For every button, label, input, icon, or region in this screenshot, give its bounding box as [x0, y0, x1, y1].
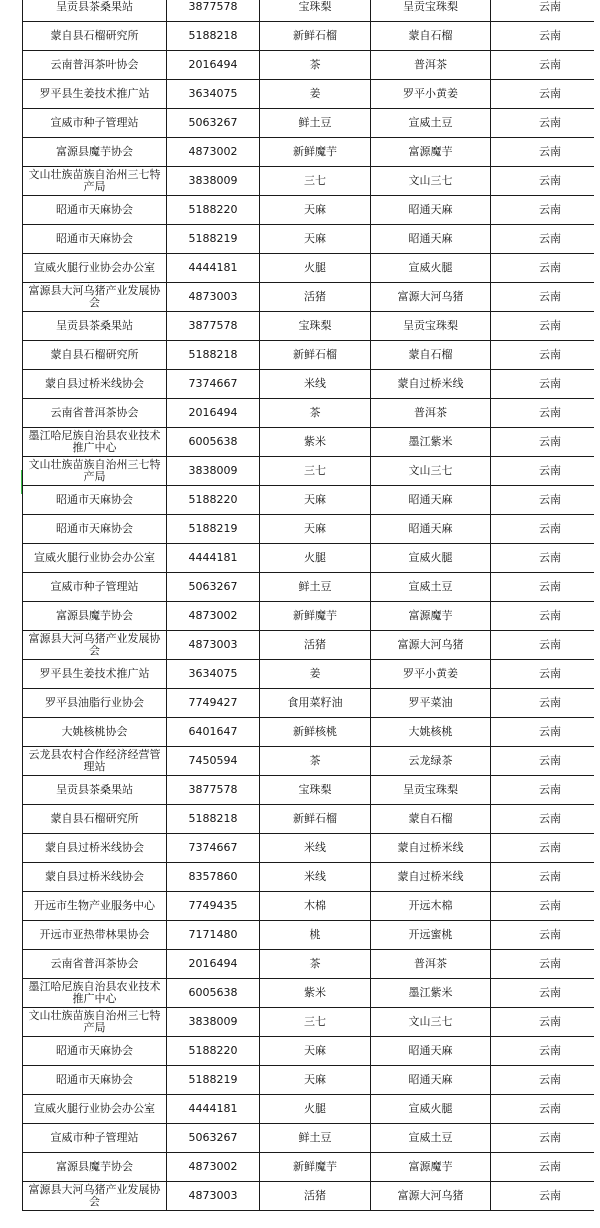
applicant-cell[interactable]: 宣威市种子管理站 — [23, 1124, 167, 1153]
table-row — [23, 544, 600, 573]
applicant-cell[interactable]: 宣威火腿行业协会办公室 — [23, 1095, 167, 1124]
registration-number-cell[interactable]: 4444181 — [167, 1095, 260, 1124]
registration-number-cell[interactable]: 7450594 — [167, 747, 260, 776]
province-cell[interactable]: 云南 — [491, 1095, 600, 1124]
applicant-cell[interactable]: 昭通市天麻协会 — [23, 1037, 167, 1066]
applicant-cell[interactable]: 蒙自县过桥米线协会 — [23, 370, 167, 399]
province-cell[interactable]: 云南 — [491, 834, 600, 863]
registration-number-cell[interactable]: 5063267 — [167, 1124, 260, 1153]
province-cell[interactable]: 云南 — [491, 109, 600, 138]
province-cell[interactable]: 云南 — [491, 312, 600, 341]
applicant-cell[interactable]: 大姚核桃协会 — [23, 718, 167, 747]
province-cell[interactable]: 云南 — [491, 51, 600, 80]
province-cell[interactable]: 云南 — [491, 254, 600, 283]
registration-number-cell[interactable]: 3838009 — [167, 457, 260, 486]
brand-name-cell[interactable]: 开远木棉 — [371, 892, 491, 921]
product-cell[interactable]: 鲜土豆 — [260, 573, 371, 602]
applicant-cell[interactable]: 墨江哈尼族自治县农业技术推广中心 — [23, 428, 167, 457]
registration-number-cell[interactable]: 5188219 — [167, 515, 260, 544]
table-row — [23, 602, 600, 631]
product-cell[interactable]: 宝珠梨 — [260, 312, 371, 341]
brand-name-cell[interactable]: 蒙自石榴 — [371, 341, 491, 370]
table-row — [23, 1095, 600, 1124]
brand-name-cell[interactable]: 文山三七 — [371, 457, 491, 486]
applicant-cell[interactable]: 云南普洱茶叶协会 — [23, 51, 167, 80]
province-cell[interactable]: 云南 — [491, 515, 600, 544]
product-cell[interactable]: 鲜土豆 — [260, 109, 371, 138]
applicant-cell[interactable]: 蒙自县过桥米线协会 — [23, 863, 167, 892]
brand-name-cell[interactable]: 普洱茶 — [371, 399, 491, 428]
province-cell[interactable]: 云南 — [491, 602, 600, 631]
applicant-cell[interactable]: 宣威市种子管理站 — [23, 109, 167, 138]
product-cell[interactable]: 天麻 — [260, 196, 371, 225]
applicant-cell[interactable]: 开远市亚热带林果协会 — [23, 921, 167, 950]
registration-number-cell[interactable]: 6005638 — [167, 979, 260, 1008]
registration-number-cell[interactable]: 4873003 — [167, 631, 260, 660]
product-cell[interactable]: 火腿 — [260, 254, 371, 283]
applicant-cell[interactable]: 文山壮族苗族自治州三七特产局 — [23, 457, 167, 486]
table-row — [23, 254, 600, 283]
brand-name-cell[interactable]: 蒙自石榴 — [371, 805, 491, 834]
applicant-cell[interactable]: 蒙自县石榴研究所 — [23, 341, 167, 370]
table-row — [23, 283, 600, 312]
province-cell[interactable]: 云南 — [491, 979, 600, 1008]
applicant-cell[interactable]: 富源县大河乌猪产业发展协会 — [23, 631, 167, 660]
table-row — [23, 950, 600, 979]
brand-name-cell[interactable]: 昭通天麻 — [371, 1066, 491, 1095]
applicant-cell[interactable]: 昭通市天麻协会 — [23, 515, 167, 544]
brand-name-cell[interactable]: 富源大河乌猪 — [371, 631, 491, 660]
registration-number-cell[interactable]: 5063267 — [167, 109, 260, 138]
product-cell[interactable]: 天麻 — [260, 1037, 371, 1066]
registration-number-cell[interactable]: 2016494 — [167, 51, 260, 80]
table-row — [23, 747, 600, 776]
brand-name-cell[interactable]: 蒙自过桥米线 — [371, 370, 491, 399]
applicant-cell[interactable]: 宣威市种子管理站 — [23, 573, 167, 602]
applicant-cell[interactable]: 昭通市天麻协会 — [23, 196, 167, 225]
table-row — [23, 167, 600, 196]
province-cell[interactable]: 云南 — [491, 573, 600, 602]
applicant-cell[interactable]: 昭通市天麻协会 — [23, 1066, 167, 1095]
applicant-cell[interactable]: 云南省普洱茶协会 — [23, 399, 167, 428]
registration-number-cell[interactable]: 3877578 — [167, 776, 260, 805]
applicant-cell[interactable]: 蒙自县石榴研究所 — [23, 805, 167, 834]
table-row — [23, 370, 600, 399]
province-cell[interactable]: 云南 — [491, 776, 600, 805]
province-cell[interactable]: 云南 — [491, 225, 600, 254]
product-cell[interactable]: 新鲜魔芋 — [260, 1153, 371, 1182]
applicant-cell[interactable]: 昭通市天麻协会 — [23, 486, 167, 515]
table-row — [23, 631, 600, 660]
registration-number-cell[interactable]: 5188218 — [167, 805, 260, 834]
province-cell[interactable]: 云南 — [491, 370, 600, 399]
product-cell[interactable]: 三七 — [260, 167, 371, 196]
brand-name-cell[interactable]: 宣威土豆 — [371, 109, 491, 138]
province-cell[interactable]: 云南 — [491, 486, 600, 515]
brand-name-cell[interactable]: 大姚核桃 — [371, 718, 491, 747]
province-cell[interactable]: 云南 — [491, 399, 600, 428]
brand-name-cell[interactable]: 昭通天麻 — [371, 196, 491, 225]
product-cell[interactable]: 茶 — [260, 399, 371, 428]
product-cell[interactable]: 茶 — [260, 747, 371, 776]
table-body — [23, 0, 600, 1211]
product-cell[interactable]: 米线 — [260, 863, 371, 892]
registration-number-cell[interactable]: 5188219 — [167, 225, 260, 254]
product-cell[interactable]: 紫米 — [260, 979, 371, 1008]
province-cell[interactable]: 云南 — [491, 457, 600, 486]
applicant-cell[interactable]: 富源县魔芋协会 — [23, 602, 167, 631]
registration-number-cell[interactable]: 3877578 — [167, 312, 260, 341]
brand-name-cell[interactable]: 普洱茶 — [371, 950, 491, 979]
applicant-cell[interactable]: 呈贡县茶桑果站 — [23, 312, 167, 341]
province-cell[interactable]: 云南 — [491, 747, 600, 776]
table-row — [23, 196, 600, 225]
province-cell[interactable]: 云南 — [491, 718, 600, 747]
province-cell[interactable]: 云南 — [491, 196, 600, 225]
registration-number-cell[interactable]: 7374667 — [167, 370, 260, 399]
table-row — [23, 486, 600, 515]
registration-number-cell[interactable]: 5188218 — [167, 341, 260, 370]
province-cell[interactable]: 云南 — [491, 138, 600, 167]
province-cell[interactable]: 云南 — [491, 892, 600, 921]
registration-number-cell[interactable]: 3634075 — [167, 660, 260, 689]
registration-number-cell[interactable]: 3634075 — [167, 80, 260, 109]
table-row — [23, 457, 600, 486]
brand-name-cell[interactable]: 宣威火腿 — [371, 544, 491, 573]
product-cell[interactable]: 火腿 — [260, 544, 371, 573]
registration-number-cell[interactable]: 4873002 — [167, 1153, 260, 1182]
applicant-cell[interactable]: 云南省普洱茶协会 — [23, 950, 167, 979]
province-cell[interactable]: 云南 — [491, 1008, 600, 1037]
brand-name-cell[interactable]: 墨江紫米 — [371, 979, 491, 1008]
table-row — [23, 225, 600, 254]
brand-name-cell[interactable]: 富源大河乌猪 — [371, 1182, 491, 1211]
applicant-cell[interactable]: 罗平县油脂行业协会 — [23, 689, 167, 718]
brand-name-cell[interactable]: 普洱茶 — [371, 51, 491, 80]
province-cell[interactable]: 云南 — [491, 660, 600, 689]
product-cell[interactable]: 紫米 — [260, 428, 371, 457]
province-cell[interactable]: 云南 — [491, 1124, 600, 1153]
applicant-cell[interactable]: 罗平县生姜技术推广站 — [23, 80, 167, 109]
table-row — [23, 892, 600, 921]
product-cell[interactable]: 新鲜核桃 — [260, 718, 371, 747]
province-cell[interactable]: 云南 — [491, 167, 600, 196]
registration-number-cell[interactable]: 7749435 — [167, 892, 260, 921]
product-cell[interactable]: 活猪 — [260, 1182, 371, 1211]
table-row — [23, 51, 600, 80]
brand-name-cell[interactable]: 宣威土豆 — [371, 1124, 491, 1153]
table-row — [23, 979, 600, 1008]
applicant-cell[interactable]: 文山壮族苗族自治州三七特产局 — [23, 167, 167, 196]
table-row — [23, 1008, 600, 1037]
province-cell[interactable]: 云南 — [491, 80, 600, 109]
registration-number-cell[interactable]: 6005638 — [167, 428, 260, 457]
table-row — [23, 1153, 600, 1182]
product-cell[interactable]: 木棉 — [260, 892, 371, 921]
registration-number-cell[interactable]: 6401647 — [167, 718, 260, 747]
product-cell[interactable]: 天麻 — [260, 486, 371, 515]
province-cell[interactable]: 云南 — [491, 1182, 600, 1211]
product-cell[interactable]: 天麻 — [260, 225, 371, 254]
product-cell[interactable]: 桃 — [260, 921, 371, 950]
registration-number-cell[interactable]: 3877578 — [167, 0, 260, 22]
province-cell[interactable]: 云南 — [491, 22, 600, 51]
table-row — [23, 80, 600, 109]
province-cell[interactable]: 云南 — [491, 283, 600, 312]
table-row — [23, 689, 600, 718]
brand-name-cell[interactable]: 墨江紫米 — [371, 428, 491, 457]
brand-name-cell[interactable]: 罗平菜油 — [371, 689, 491, 718]
province-cell[interactable]: 云南 — [491, 950, 600, 979]
brand-name-cell[interactable]: 宣威土豆 — [371, 573, 491, 602]
registration-number-cell[interactable]: 5188220 — [167, 196, 260, 225]
product-cell[interactable]: 天麻 — [260, 515, 371, 544]
product-cell[interactable]: 食用菜籽油 — [260, 689, 371, 718]
applicant-cell[interactable]: 云龙县农村合作经济经营管理站 — [23, 747, 167, 776]
brand-name-cell[interactable]: 富源魔芋 — [371, 1153, 491, 1182]
table-row — [23, 718, 600, 747]
applicant-cell[interactable]: 开远市生物产业服务中心 — [23, 892, 167, 921]
registration-number-cell[interactable]: 2016494 — [167, 950, 260, 979]
table-row — [23, 341, 600, 370]
table-row — [23, 863, 600, 892]
product-cell[interactable]: 新鲜石榴 — [260, 805, 371, 834]
product-cell[interactable]: 新鲜石榴 — [260, 341, 371, 370]
registration-number-cell[interactable]: 4873002 — [167, 138, 260, 167]
product-cell[interactable]: 活猪 — [260, 283, 371, 312]
table-row — [23, 515, 600, 544]
product-cell[interactable]: 三七 — [260, 1008, 371, 1037]
applicant-cell[interactable]: 呈贡县茶桑果站 — [23, 776, 167, 805]
table-row — [23, 399, 600, 428]
applicant-cell[interactable]: 文山壮族苗族自治州三七特产局 — [23, 1008, 167, 1037]
applicant-cell[interactable]: 富源县大河乌猪产业发展协会 — [23, 1182, 167, 1211]
province-cell[interactable]: 云南 — [491, 631, 600, 660]
registration-number-cell[interactable]: 7749427 — [167, 689, 260, 718]
brand-name-cell[interactable]: 富源大河乌猪 — [371, 283, 491, 312]
applicant-cell[interactable]: 宣威火腿行业协会办公室 — [23, 544, 167, 573]
table-row — [23, 573, 600, 602]
table-row — [23, 834, 600, 863]
registration-number-cell[interactable]: 2016494 — [167, 399, 260, 428]
province-cell[interactable]: 云南 — [491, 341, 600, 370]
brand-name-cell[interactable]: 呈贡宝珠梨 — [371, 776, 491, 805]
product-cell[interactable]: 米线 — [260, 834, 371, 863]
product-cell[interactable]: 新鲜魔芋 — [260, 602, 371, 631]
applicant-cell[interactable]: 蒙自县石榴研究所 — [23, 22, 167, 51]
registration-number-cell[interactable]: 8357860 — [167, 863, 260, 892]
province-cell[interactable]: 云南 — [491, 921, 600, 950]
table-row — [23, 1182, 600, 1211]
registration-number-cell[interactable]: 5188220 — [167, 1037, 260, 1066]
applicant-cell[interactable]: 富源县魔芋协会 — [23, 1153, 167, 1182]
province-cell[interactable]: 云南 — [491, 1153, 600, 1182]
brand-name-cell[interactable]: 富源魔芋 — [371, 602, 491, 631]
brand-name-cell[interactable]: 蒙自过桥米线 — [371, 863, 491, 892]
brand-name-cell[interactable]: 罗平小黄姜 — [371, 80, 491, 109]
product-cell[interactable]: 姜 — [260, 80, 371, 109]
applicant-cell[interactable]: 昭通市天麻协会 — [23, 225, 167, 254]
brand-name-cell[interactable]: 昭通天麻 — [371, 225, 491, 254]
applicant-cell[interactable]: 富源县魔芋协会 — [23, 138, 167, 167]
product-cell[interactable]: 新鲜魔芋 — [260, 138, 371, 167]
registration-number-cell[interactable]: 3838009 — [167, 1008, 260, 1037]
province-cell[interactable]: 云南 — [491, 0, 600, 22]
province-cell[interactable]: 云南 — [491, 1066, 600, 1095]
registration-number-cell[interactable]: 5188219 — [167, 1066, 260, 1095]
brand-name-cell[interactable]: 蒙自过桥米线 — [371, 834, 491, 863]
province-cell[interactable]: 云南 — [491, 689, 600, 718]
registration-number-cell[interactable]: 5188218 — [167, 22, 260, 51]
registration-number-cell[interactable]: 4444181 — [167, 254, 260, 283]
brand-name-cell[interactable]: 昭通天麻 — [371, 1037, 491, 1066]
product-cell[interactable]: 鲜土豆 — [260, 1124, 371, 1153]
brand-name-cell[interactable]: 昭通天麻 — [371, 515, 491, 544]
product-cell[interactable]: 茶 — [260, 950, 371, 979]
registration-number-cell[interactable]: 4873003 — [167, 1182, 260, 1211]
registration-number-cell[interactable]: 4444181 — [167, 544, 260, 573]
brand-name-cell[interactable]: 富源魔芋 — [371, 138, 491, 167]
table-row — [23, 138, 600, 167]
registration-number-cell[interactable]: 7171480 — [167, 921, 260, 950]
table-row — [23, 921, 600, 950]
table-row — [23, 22, 600, 51]
table-row — [23, 312, 600, 341]
province-cell[interactable]: 云南 — [491, 805, 600, 834]
product-cell[interactable]: 米线 — [260, 370, 371, 399]
province-cell[interactable]: 云南 — [491, 1037, 600, 1066]
table-row — [23, 1124, 600, 1153]
brand-name-cell[interactable]: 宣威火腿 — [371, 254, 491, 283]
product-cell[interactable]: 活猪 — [260, 631, 371, 660]
registration-number-cell[interactable]: 7374667 — [167, 834, 260, 863]
registration-number-cell[interactable]: 5063267 — [167, 573, 260, 602]
table-row — [23, 660, 600, 689]
product-cell[interactable]: 茶 — [260, 51, 371, 80]
brand-name-cell[interactable]: 文山三七 — [371, 1008, 491, 1037]
table-row — [23, 1037, 600, 1066]
brand-name-cell[interactable]: 呈贡宝珠梨 — [371, 0, 491, 22]
brand-name-cell[interactable]: 呈贡宝珠梨 — [371, 312, 491, 341]
province-cell[interactable]: 云南 — [491, 428, 600, 457]
table-row — [23, 776, 600, 805]
brand-name-cell[interactable]: 昭通天麻 — [371, 486, 491, 515]
province-cell[interactable]: 云南 — [491, 863, 600, 892]
product-cell[interactable]: 宝珠梨 — [260, 0, 371, 22]
brand-name-cell[interactable]: 罗平小黄姜 — [371, 660, 491, 689]
brand-name-cell[interactable]: 宣威火腿 — [371, 1095, 491, 1124]
product-cell[interactable]: 姜 — [260, 660, 371, 689]
applicant-cell[interactable]: 墨江哈尼族自治县农业技术推广中心 — [23, 979, 167, 1008]
product-cell[interactable]: 新鲜石榴 — [260, 22, 371, 51]
brand-name-cell[interactable]: 开远蜜桃 — [371, 921, 491, 950]
applicant-cell[interactable]: 呈贡县茶桑果站 — [23, 0, 167, 22]
table-row — [23, 109, 600, 138]
product-cell[interactable]: 火腿 — [260, 1095, 371, 1124]
registration-number-cell[interactable]: 4873003 — [167, 283, 260, 312]
table-row — [23, 428, 600, 457]
province-cell[interactable]: 云南 — [491, 544, 600, 573]
applicant-cell[interactable]: 宣威火腿行业协会办公室 — [23, 254, 167, 283]
table-row — [23, 1066, 600, 1095]
registration-number-cell[interactable]: 3838009 — [167, 167, 260, 196]
applicant-cell[interactable]: 富源县大河乌猪产业发展协会 — [23, 283, 167, 312]
product-cell[interactable]: 宝珠梨 — [260, 776, 371, 805]
applicant-cell[interactable]: 蒙自县过桥米线协会 — [23, 834, 167, 863]
product-cell[interactable]: 三七 — [260, 457, 371, 486]
registration-table — [22, 0, 600, 1211]
registration-number-cell[interactable]: 5188220 — [167, 486, 260, 515]
registration-number-cell[interactable]: 4873002 — [167, 602, 260, 631]
brand-name-cell[interactable]: 文山三七 — [371, 167, 491, 196]
brand-name-cell[interactable]: 云龙绿茶 — [371, 747, 491, 776]
applicant-cell[interactable]: 罗平县生姜技术推广站 — [23, 660, 167, 689]
product-cell[interactable]: 天麻 — [260, 1066, 371, 1095]
table-row — [23, 0, 600, 22]
brand-name-cell[interactable]: 蒙自石榴 — [371, 22, 491, 51]
table-row — [23, 805, 600, 834]
